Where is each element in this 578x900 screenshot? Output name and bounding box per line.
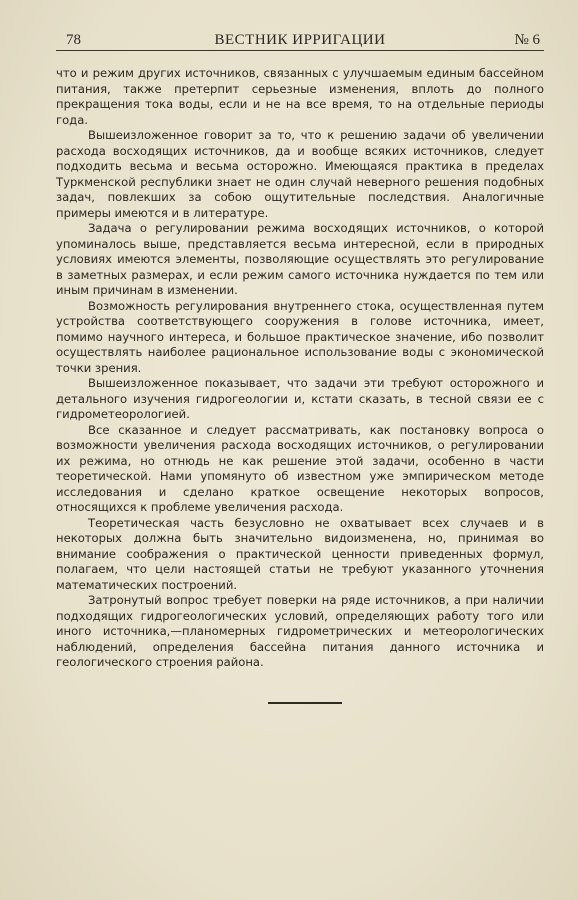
- end-of-article-rule: [268, 702, 342, 704]
- page-number: 78: [66, 32, 81, 48]
- paragraph: Все сказанное и следует рассматривать, как постановку вопроса о возможности увеличения расхода восходящих источников, о регулировании их режима, но отнюдь не как решение этой задачи, особенно в части теоретической. Нами упомянуто об известном уже эмпирическом методе исследования и сделано краткое освещение некоторых вопросов, относящихся к проблеме увеличения расхода.: [56, 422, 544, 514]
- journal-title: ВЕСТНИК ИРРИГАЦИИ: [214, 32, 386, 48]
- paragraph: Вышеизложенное показывает, что задачи эти требуют осторожного и детального изучения гидрогеологии и, кстати сказать, в тесной связи ее с гидрометеорологией.: [56, 376, 544, 421]
- paragraph-continued: что и режим других источников, связанных с улучшаемым единым бассейном питания, также претерпит серьезные изменения, вплоть до полного прекращения тока воды, если и не на все время, то на отдельные периоды года.: [56, 66, 544, 127]
- article-body: [56, 66, 544, 671]
- paragraph: Возможность регулирования внутреннего стока, осуществленная путем устройства соответствующего сооружения в голове источника, имеет, помимо научного интереса, и большое практическое значение, ибо позволит осуществлять наиболее рациональное использование воды с экономической точки зрения.: [56, 298, 544, 375]
- issue-number: № 6: [514, 32, 540, 48]
- running-header: [56, 30, 544, 51]
- paragraph: Вышеизложенное говорит за то, что к решению задачи об увеличении расхода восходящих источников, да и вообще всяких источников, следует подходить весьма и весьма осторожно. Имеющаяся практика в пределах Туркменской республики знает не один случай неверного решения подобных задач, повлекших за собою ощутительные последствия. Аналогичные примеры имеются и в литературе.: [56, 128, 544, 220]
- paragraph: Теоретическая часть безусловно не охватывает всех случаев и в некоторых должна быть значительно видоизменена, но, принимая во внимание соображения о практической ценности приведенных формул, полагаем, что цели настоящей статьи не требуют указанного уточнения математических построений.: [56, 515, 544, 592]
- paragraph: Задача о регулировании режима восходящих источников, о которой упоминалось выше, представляется весьма интересной, если в природных условиях имеются элементы, позволяющие осуществлять это регулирование в заметных размерах, и если режим самого источника нуждается по тем или иным причинам в изменении.: [56, 221, 544, 297]
- paragraph: Затронутый вопрос требует поверки на ряде источников, а при наличии подходящих гидрогеологических условий, определяющих работу того или иного источника,—планомерных гидрометрических и метеорологических наблюдений, определения бассейна питания данного источника и геологического строения района.: [56, 593, 544, 669]
